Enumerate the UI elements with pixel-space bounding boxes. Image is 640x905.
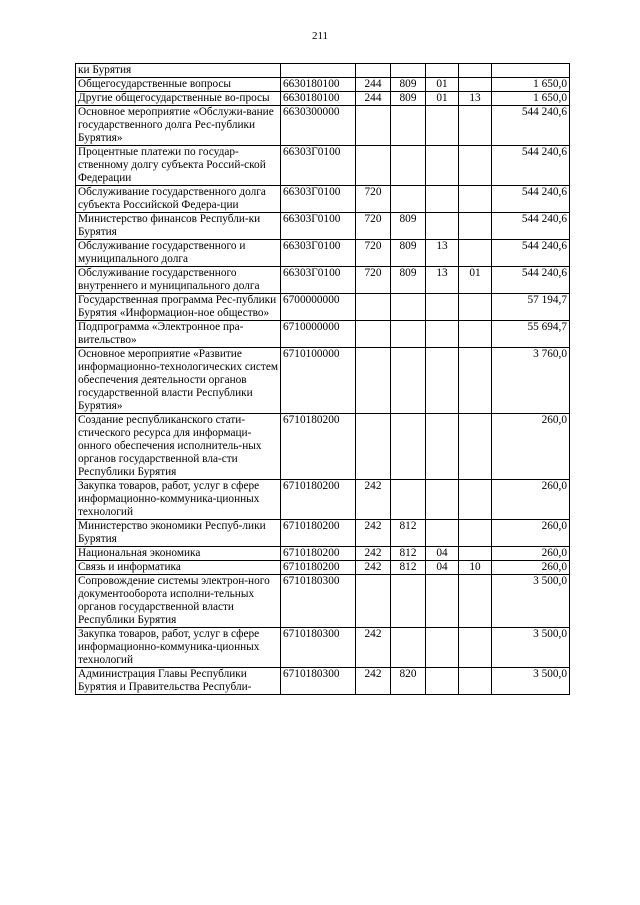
row-amount-cell: 57 194,7 [492, 294, 570, 321]
row-section-cell: 01 [426, 78, 459, 92]
row-administrator-cell: 812 [391, 561, 426, 575]
row-amount-cell: 3 500,0 [492, 628, 570, 668]
row-expense-type-cell [356, 64, 391, 78]
row-name-cell: Государственная программа Рес-публики Бурятия «Информацион-ное общество» [76, 294, 281, 321]
row-administrator-cell: 809 [391, 213, 426, 240]
row-administrator-cell [391, 106, 426, 146]
row-section-cell [426, 213, 459, 240]
row-administrator-cell [391, 146, 426, 186]
table-row [76, 267, 570, 294]
table-row [76, 547, 570, 561]
row-name-cell: Обслуживание государственного долга субъекта Российской Федера-ции [76, 186, 281, 213]
row-name-cell: Создание республиканского стати-стического ресурса для информаци-онного обеспечения исполнитель-ных органов государственной вла-сти Республики Бурятия [76, 414, 281, 480]
row-section-cell [426, 294, 459, 321]
row-expense-type-cell: 244 [356, 92, 391, 106]
row-code-cell: 6630180100 [281, 92, 356, 106]
row-administrator-cell [391, 628, 426, 668]
row-amount-cell: 544 240,6 [492, 267, 570, 294]
row-administrator-cell [391, 348, 426, 414]
row-section-cell [426, 321, 459, 348]
row-subsection-cell [459, 186, 492, 213]
row-amount-cell: 3 500,0 [492, 575, 570, 628]
table-row [76, 668, 570, 695]
row-subsection-cell [459, 294, 492, 321]
table-row [76, 146, 570, 186]
row-administrator-cell [391, 480, 426, 520]
table-row [76, 78, 570, 92]
row-amount-cell: 1 650,0 [492, 92, 570, 106]
table-row [76, 520, 570, 547]
row-section-cell [426, 414, 459, 480]
row-name-cell: Связь и информатика [76, 561, 281, 575]
row-subsection-cell [459, 547, 492, 561]
row-code-cell: 6710180300 [281, 628, 356, 668]
table-row [76, 628, 570, 668]
row-amount-cell: 544 240,6 [492, 106, 570, 146]
row-expense-type-cell: 242 [356, 668, 391, 695]
row-name-cell: Министерство экономики Респуб-лики Бурятия [76, 520, 281, 547]
row-code-cell: 66303Г0100 [281, 213, 356, 240]
row-administrator-cell: 809 [391, 240, 426, 267]
row-expense-type-cell: 720 [356, 213, 391, 240]
row-code-cell: 6710180200 [281, 520, 356, 547]
row-section-cell [426, 575, 459, 628]
row-amount-cell: 260,0 [492, 414, 570, 480]
budget-table-body [76, 64, 570, 695]
row-name-cell: Обслуживание государственного внутреннего и муниципального долга [76, 267, 281, 294]
row-expense-type-cell [356, 348, 391, 414]
row-subsection-cell [459, 480, 492, 520]
table-row [76, 240, 570, 267]
row-section-cell: 13 [426, 267, 459, 294]
row-administrator-cell [391, 64, 426, 78]
row-name-cell: Закупка товаров, работ, услуг в сфере информационно-коммуника-ционных технологий [76, 480, 281, 520]
row-administrator-cell [391, 294, 426, 321]
row-code-cell: 6710000000 [281, 321, 356, 348]
row-administrator-cell [391, 575, 426, 628]
row-name-cell: Подпрограмма «Электронное пра-вительство» [76, 321, 281, 348]
row-administrator-cell [391, 186, 426, 213]
row-code-cell: 6710180300 [281, 668, 356, 695]
row-amount-cell: 260,0 [492, 520, 570, 547]
row-section-cell [426, 668, 459, 695]
table-row [76, 348, 570, 414]
row-section-cell [426, 106, 459, 146]
row-subsection-cell: 10 [459, 561, 492, 575]
row-subsection-cell: 01 [459, 267, 492, 294]
row-code-cell: 66303Г0100 [281, 146, 356, 186]
table-row [76, 575, 570, 628]
row-code-cell [281, 64, 356, 78]
row-expense-type-cell: 242 [356, 561, 391, 575]
row-code-cell: 66303Г0100 [281, 240, 356, 267]
row-amount-cell [492, 64, 570, 78]
row-name-cell: Процентные платежи по государ-ственному долгу субъекта Россий-ской Федерации [76, 146, 281, 186]
row-section-cell [426, 480, 459, 520]
row-subsection-cell [459, 106, 492, 146]
row-expense-type-cell [356, 575, 391, 628]
row-subsection-cell [459, 414, 492, 480]
row-subsection-cell [459, 575, 492, 628]
row-amount-cell: 3 760,0 [492, 348, 570, 414]
row-administrator-cell: 812 [391, 547, 426, 561]
row-code-cell: 6630180100 [281, 78, 356, 92]
row-amount-cell: 544 240,6 [492, 213, 570, 240]
row-code-cell: 6710180300 [281, 575, 356, 628]
table-row [76, 64, 570, 78]
row-amount-cell: 55 694,7 [492, 321, 570, 348]
row-name-cell: Основное мероприятие «Развитие информационно-технологических систем обеспечения деятельности органов государственной власти Республики Бурятия» [76, 348, 281, 414]
row-subsection-cell [459, 78, 492, 92]
row-expense-type-cell: 242 [356, 480, 391, 520]
row-section-cell [426, 64, 459, 78]
row-code-cell: 66303Г0100 [281, 267, 356, 294]
row-amount-cell: 260,0 [492, 480, 570, 520]
row-section-cell: 13 [426, 240, 459, 267]
row-code-cell: 6630300000 [281, 106, 356, 146]
budget-table [75, 63, 570, 695]
row-subsection-cell [459, 628, 492, 668]
row-name-cell: Сопровождение системы электрон-ного документооборота исполни-тельных органов государственной власти Республики Бурятия [76, 575, 281, 628]
row-administrator-cell: 809 [391, 267, 426, 294]
row-amount-cell: 544 240,6 [492, 240, 570, 267]
table-row [76, 414, 570, 480]
row-administrator-cell: 812 [391, 520, 426, 547]
row-expense-type-cell: 242 [356, 547, 391, 561]
table-row [76, 213, 570, 240]
row-administrator-cell: 809 [391, 78, 426, 92]
page-number: 211 [311, 30, 329, 42]
row-expense-type-cell: 242 [356, 628, 391, 668]
row-section-cell: 01 [426, 92, 459, 106]
row-name-cell: Администрация Главы Республики Бурятия и Правительства Республи- [76, 668, 281, 695]
row-name-cell: Другие общегосударственные во-просы [76, 92, 281, 106]
row-administrator-cell: 809 [391, 92, 426, 106]
row-section-cell [426, 520, 459, 547]
table-row [76, 294, 570, 321]
row-amount-cell: 3 500,0 [492, 668, 570, 695]
row-administrator-cell: 820 [391, 668, 426, 695]
row-name-cell: Национальная экономика [76, 547, 281, 561]
row-administrator-cell [391, 321, 426, 348]
row-section-cell: 04 [426, 547, 459, 561]
row-name-cell: Общегосударственные вопросы [76, 78, 281, 92]
row-section-cell [426, 186, 459, 213]
row-subsection-cell [459, 213, 492, 240]
row-amount-cell: 260,0 [492, 561, 570, 575]
row-amount-cell: 544 240,6 [492, 146, 570, 186]
row-subsection-cell [459, 668, 492, 695]
row-subsection-cell [459, 146, 492, 186]
row-amount-cell: 260,0 [492, 547, 570, 561]
row-code-cell: 6710180200 [281, 547, 356, 561]
row-expense-type-cell [356, 146, 391, 186]
row-code-cell: 6710180200 [281, 561, 356, 575]
row-section-cell: 04 [426, 561, 459, 575]
row-subsection-cell [459, 240, 492, 267]
table-row [76, 92, 570, 106]
row-expense-type-cell: 720 [356, 186, 391, 213]
row-name-cell: Обслуживание государственного и муниципального долга [76, 240, 281, 267]
row-subsection-cell: 13 [459, 92, 492, 106]
row-name-cell: Закупка товаров, работ, услуг в сфере информационно-коммуника-ционных технологий [76, 628, 281, 668]
table-row [76, 321, 570, 348]
row-subsection-cell [459, 64, 492, 78]
row-subsection-cell [459, 348, 492, 414]
row-expense-type-cell: 242 [356, 520, 391, 547]
row-expense-type-cell: 720 [356, 267, 391, 294]
row-code-cell: 6710180200 [281, 480, 356, 520]
row-amount-cell: 1 650,0 [492, 78, 570, 92]
row-name-cell: Министерство финансов Республи-ки Бурятия [76, 213, 281, 240]
row-section-cell [426, 348, 459, 414]
row-expense-type-cell: 720 [356, 240, 391, 267]
row-expense-type-cell [356, 321, 391, 348]
row-section-cell [426, 628, 459, 668]
row-code-cell: 66303Г0100 [281, 186, 356, 213]
row-code-cell: 6710180200 [281, 414, 356, 480]
table-row [76, 561, 570, 575]
row-expense-type-cell [356, 294, 391, 321]
row-administrator-cell [391, 414, 426, 480]
row-expense-type-cell [356, 414, 391, 480]
row-code-cell: 6700000000 [281, 294, 356, 321]
row-expense-type-cell: 244 [356, 78, 391, 92]
table-row [76, 480, 570, 520]
row-name-cell: ки Бурятия [76, 64, 281, 78]
table-row [76, 186, 570, 213]
row-expense-type-cell [356, 106, 391, 146]
row-subsection-cell [459, 321, 492, 348]
row-code-cell: 6710100000 [281, 348, 356, 414]
row-amount-cell: 544 240,6 [492, 186, 570, 213]
row-section-cell [426, 146, 459, 186]
table-row [76, 106, 570, 146]
row-subsection-cell [459, 520, 492, 547]
row-name-cell: Основное мероприятие «Обслужи-вание государственного долга Рес-публики Бурятия» [76, 106, 281, 146]
